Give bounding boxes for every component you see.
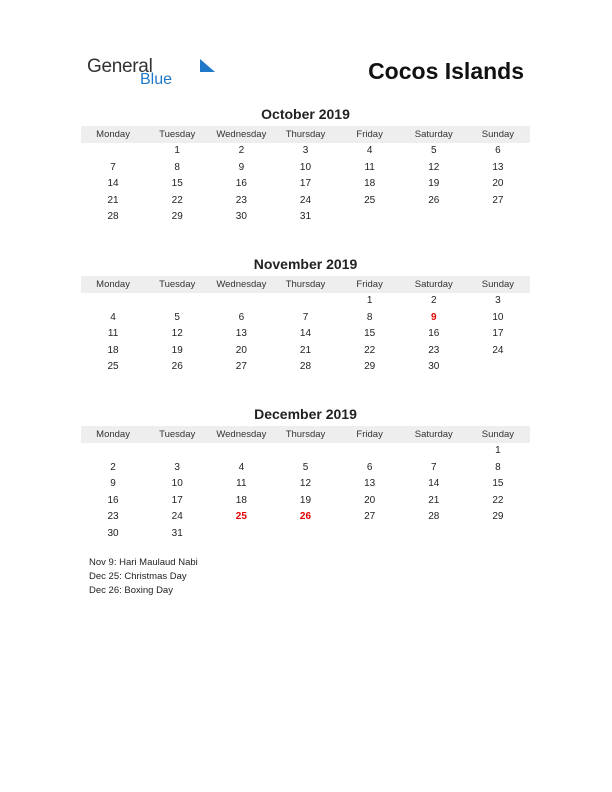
day-cell: 6 — [366, 461, 373, 473]
weekday-label: Wednesday — [216, 429, 267, 440]
day-cell: 8 — [174, 161, 180, 173]
holiday-day-cell: 25 — [235, 511, 247, 522]
month-calendar-october — [81, 106, 530, 226]
week-row — [81, 443, 530, 460]
day-cell: 17 — [299, 178, 312, 189]
weekday-label: Sunday — [481, 129, 515, 140]
week-row — [81, 143, 530, 160]
week-row — [81, 526, 530, 543]
week-row — [81, 476, 530, 493]
day-cell: 18 — [364, 178, 376, 189]
logo-word-blue: Blue — [140, 71, 173, 88]
day-cell: 23 — [428, 344, 440, 356]
day-cell: 17 — [171, 494, 183, 506]
day-cell: 3 — [302, 145, 309, 156]
empty-day-cell — [145, 293, 209, 310]
empty-day-cell — [81, 443, 145, 460]
day-cell: 24 — [171, 511, 183, 522]
day-cell: 11 — [107, 328, 119, 339]
day-cell: 13 — [235, 328, 247, 339]
day-cell: 1 — [495, 445, 501, 456]
day-cell: 2 — [110, 461, 116, 473]
holiday-note: Dec 26: Boxing Day — [89, 585, 173, 596]
day-cell: 17 — [492, 328, 504, 339]
empty-day-cell — [402, 209, 466, 226]
day-cell: 22 — [171, 194, 183, 206]
holiday-note: Dec 25: Christmas Day — [89, 571, 187, 582]
weekday-header — [81, 276, 530, 293]
day-cell: 20 — [364, 494, 376, 506]
day-cell: 30 — [107, 527, 119, 539]
month-title: October 2019 — [261, 106, 350, 122]
weekday-label: Thursday — [285, 429, 326, 440]
day-cell: 31 — [299, 211, 312, 222]
day-cell: 20 — [235, 344, 247, 356]
week-row — [81, 310, 530, 327]
weekday-label: Friday — [356, 129, 383, 140]
weekday-label: Thursday — [285, 129, 326, 140]
day-cell: 1 — [174, 145, 180, 156]
day-cell: 9 — [110, 478, 116, 489]
day-cell: 7 — [302, 311, 309, 323]
day-cell: 13 — [492, 161, 504, 173]
day-cell: 29 — [364, 361, 376, 372]
month-title: December 2019 — [254, 406, 357, 422]
day-cell: 14 — [107, 178, 119, 189]
day-cell: 16 — [428, 328, 440, 339]
weekday-label: Wednesday — [216, 279, 267, 290]
day-cell: 14 — [299, 328, 312, 339]
day-cell: 14 — [428, 478, 440, 489]
day-cell: 5 — [430, 145, 437, 156]
day-cell: 10 — [171, 478, 183, 489]
weekday-label: Friday — [356, 279, 383, 290]
day-cell: 21 — [107, 194, 119, 206]
day-cell: 3 — [174, 461, 180, 473]
day-cell: 12 — [171, 328, 183, 339]
empty-day-cell — [402, 526, 466, 543]
day-cell: 26 — [171, 361, 183, 372]
day-cell: 11 — [236, 478, 247, 489]
day-cell: 19 — [299, 494, 312, 506]
weekday-label: Friday — [356, 429, 383, 440]
day-cell: 12 — [299, 478, 312, 489]
week-row — [81, 176, 530, 193]
day-cell: 29 — [171, 211, 183, 222]
weekday-header — [81, 126, 530, 143]
day-cell: 6 — [495, 145, 501, 156]
week-row — [81, 509, 530, 526]
week-row — [81, 343, 530, 360]
week-row — [81, 209, 530, 226]
day-cell: 30 — [235, 211, 247, 222]
weekday-label: Thursday — [285, 279, 326, 290]
day-cell: 18 — [235, 494, 247, 506]
empty-day-cell — [466, 359, 530, 376]
weekday-label: Tuesday — [159, 429, 196, 440]
day-cell: 20 — [492, 178, 504, 189]
day-cell: 21 — [428, 494, 440, 506]
day-cell: 4 — [238, 461, 245, 473]
weekday-label: Monday — [96, 129, 130, 140]
week-row — [81, 326, 530, 343]
day-cell: 4 — [110, 311, 116, 323]
weekday-label: Tuesday — [159, 129, 196, 140]
day-cell: 24 — [299, 194, 312, 206]
day-cell: 7 — [430, 461, 437, 473]
day-cell: 23 — [107, 511, 119, 522]
day-cell: 8 — [366, 311, 373, 323]
empty-day-cell — [402, 443, 466, 460]
day-cell: 7 — [110, 161, 116, 173]
day-cell: 15 — [364, 328, 376, 339]
day-cell: 12 — [428, 161, 440, 173]
day-cell: 2 — [430, 295, 437, 306]
logo-word-general: General — [87, 56, 153, 77]
holiday-note: Nov 9: Hari Maulaud Nabi — [89, 557, 198, 568]
day-cell: 19 — [428, 178, 440, 189]
empty-day-cell — [273, 443, 337, 460]
empty-day-cell — [466, 209, 530, 226]
week-row — [81, 160, 530, 177]
weekday-label: Monday — [96, 279, 130, 290]
day-cell: 2 — [238, 145, 245, 156]
day-cell: 31 — [171, 527, 183, 539]
day-cell: 24 — [492, 344, 504, 356]
day-cell: 25 — [364, 194, 376, 206]
day-cell: 22 — [364, 344, 376, 356]
month-calendar-november — [81, 256, 530, 376]
day-cell: 19 — [171, 344, 183, 356]
empty-day-cell — [81, 293, 145, 310]
day-cell: 5 — [302, 461, 309, 473]
day-cell: 6 — [238, 311, 245, 323]
month-calendar-december — [81, 406, 530, 542]
empty-day-cell — [338, 526, 402, 543]
week-row — [81, 193, 530, 210]
day-cell: 18 — [107, 344, 119, 356]
holiday-day-cell: 26 — [299, 511, 312, 522]
day-cell: 21 — [299, 344, 312, 356]
empty-day-cell — [209, 443, 273, 460]
empty-day-cell — [338, 443, 402, 460]
day-cell: 28 — [428, 511, 440, 522]
empty-day-cell — [145, 443, 209, 460]
day-cell: 11 — [364, 161, 375, 173]
day-cell: 23 — [235, 194, 247, 206]
day-cell: 27 — [364, 511, 376, 522]
weekday-label: Sunday — [481, 429, 515, 440]
holiday-day-cell: 9 — [430, 311, 437, 323]
holiday-notes — [89, 556, 198, 598]
weekday-label: Tuesday — [159, 279, 196, 290]
weekday-header — [81, 426, 530, 443]
day-cell: 16 — [107, 494, 119, 506]
day-cell: 26 — [428, 194, 440, 206]
day-cell: 9 — [238, 161, 245, 173]
week-row — [81, 293, 530, 310]
week-row — [81, 493, 530, 510]
brand-logo — [87, 56, 187, 92]
day-cell: 10 — [299, 161, 312, 173]
day-cell: 22 — [492, 494, 504, 506]
weekday-label: Sunday — [481, 279, 515, 290]
weekday-label: Wednesday — [216, 129, 267, 140]
day-cell: 28 — [107, 211, 119, 222]
day-cell: 5 — [174, 311, 180, 323]
week-row — [81, 359, 530, 376]
day-cell: 4 — [366, 145, 373, 156]
month-title: November 2019 — [253, 256, 358, 272]
week-row — [81, 460, 530, 477]
day-cell: 27 — [492, 194, 504, 206]
empty-day-cell — [209, 293, 273, 310]
day-cell: 28 — [299, 361, 312, 372]
empty-day-cell — [273, 293, 337, 310]
day-cell: 25 — [107, 361, 119, 372]
day-cell: 3 — [495, 295, 501, 306]
weekday-label: Saturday — [414, 279, 453, 290]
day-cell: 16 — [235, 178, 247, 189]
day-cell: 30 — [428, 361, 440, 372]
empty-day-cell — [209, 526, 273, 543]
day-cell: 8 — [495, 461, 501, 473]
day-cell: 15 — [492, 478, 504, 489]
day-cell: 10 — [492, 311, 504, 323]
country-title: Cocos Islands — [368, 58, 524, 84]
day-cell: 27 — [235, 361, 247, 372]
day-cell: 1 — [366, 295, 373, 306]
empty-day-cell — [81, 143, 145, 160]
empty-day-cell — [466, 526, 530, 543]
weekday-label: Monday — [96, 429, 130, 440]
empty-day-cell — [338, 209, 402, 226]
day-cell: 13 — [364, 478, 376, 489]
weekday-label: Saturday — [414, 129, 453, 140]
day-cell: 15 — [171, 178, 183, 189]
empty-day-cell — [273, 526, 337, 543]
weekday-label: Saturday — [414, 429, 453, 440]
day-cell: 29 — [492, 511, 504, 522]
